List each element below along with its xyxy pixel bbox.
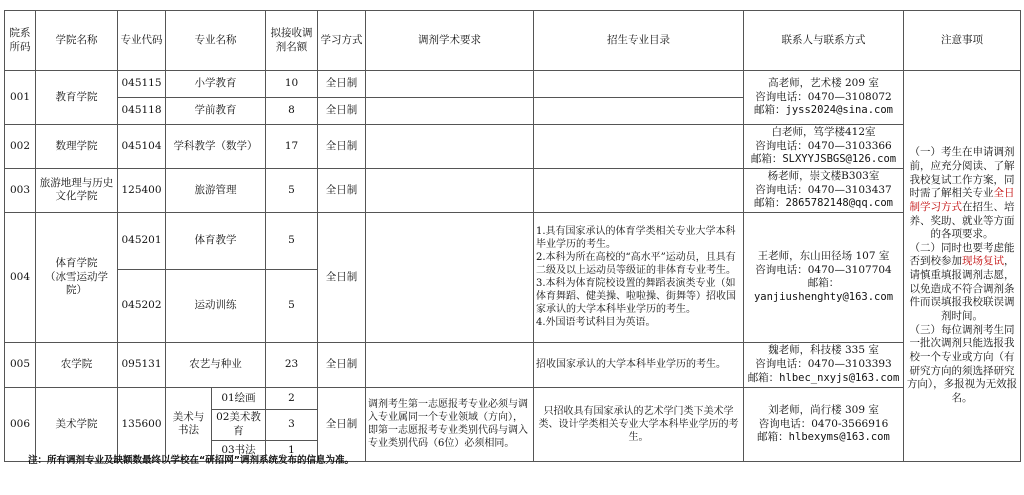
contact-info bbox=[744, 387, 904, 461]
study-mode: 全日制 bbox=[318, 125, 366, 169]
quota: 5 bbox=[266, 168, 318, 212]
contact-phone: 咨询电话：0470—3107704 bbox=[755, 263, 892, 276]
contact-person: 白老师，笃学楼412室 bbox=[771, 126, 876, 138]
header-major-code: 专业代码 bbox=[118, 11, 166, 71]
contact-person: 刘老师，尚行楼 309 室 bbox=[768, 403, 879, 416]
major-code: 045115 bbox=[118, 71, 166, 98]
contact-person: 魏老师，科技楼 335 室 bbox=[768, 344, 879, 357]
study-mode: 全日制 bbox=[318, 71, 366, 98]
major-name: 学前教育 bbox=[166, 98, 266, 125]
academic-req bbox=[366, 125, 534, 169]
notes-cell bbox=[904, 71, 1021, 462]
major-code: 045202 bbox=[118, 269, 166, 342]
catalog bbox=[534, 71, 744, 98]
contact-info bbox=[744, 125, 904, 169]
footnote: 注：所有调剂专业及缺额数最终以学校在“研招网”调剂系统发布的信息为准。 bbox=[28, 455, 354, 466]
catalog: 只招收具有国家承认的艺术学门类下美术学类、设计学类相关专业大学本科毕业学历的考生。 bbox=[534, 387, 744, 461]
college-name: 旅游地理与历史文化学院 bbox=[36, 168, 118, 212]
study-mode: 全日制 bbox=[318, 387, 366, 461]
quota: 17 bbox=[266, 125, 318, 169]
major-name: 美术与书法 bbox=[166, 387, 212, 461]
catalog: 招收国家承认的大学本科毕业学历的考生。 bbox=[534, 342, 744, 387]
contact-email: 邮箱：jyss2024@sina.com bbox=[754, 104, 893, 117]
contact-phone: 咨询电话：0470—3103393 bbox=[755, 358, 892, 371]
major-name: 体育教学 bbox=[166, 212, 266, 269]
header-study-mode: 学习方式 bbox=[318, 11, 366, 71]
academic-req bbox=[366, 98, 534, 125]
major-name: 小学教育 bbox=[166, 71, 266, 98]
academic-req bbox=[366, 212, 534, 342]
college-name: 教育学院 bbox=[36, 71, 118, 125]
quota: 2 bbox=[266, 387, 318, 409]
major-code: 125400 bbox=[118, 168, 166, 212]
contact-info bbox=[744, 71, 904, 125]
contact-person: 高老师，艺术楼 209 室 bbox=[768, 77, 879, 90]
college-name: 体育学院 （冰雪运动学院） bbox=[36, 212, 118, 342]
major-code: 045104 bbox=[118, 125, 166, 169]
quota: 3 bbox=[266, 409, 318, 440]
major-code: 045118 bbox=[118, 98, 166, 125]
major-name: 旅游管理 bbox=[166, 168, 266, 212]
dept-code: 006 bbox=[5, 387, 36, 461]
quota: 5 bbox=[266, 269, 318, 342]
college-name: 美术学院 bbox=[36, 387, 118, 461]
major-name: 农艺与种业 bbox=[166, 342, 266, 387]
contact-email: 邮箱：hlbexyms@163.com bbox=[757, 431, 890, 444]
quota: 1 bbox=[266, 440, 318, 461]
sub-direction: 01绘画 bbox=[212, 387, 266, 409]
catalog bbox=[534, 98, 744, 125]
header-dept-code: 院系所码 bbox=[5, 11, 36, 71]
quota: 10 bbox=[266, 71, 318, 98]
major-name: 学科教学（数学） bbox=[166, 125, 266, 169]
dept-code: 005 bbox=[5, 342, 36, 387]
major-code: 095131 bbox=[118, 342, 166, 387]
header-major-name: 专业名称 bbox=[166, 11, 266, 71]
contact-person: 王老师，东山田径场 107 室 bbox=[757, 250, 890, 263]
academic-req: 调剂考生第一志愿报考专业必须与调入专业属同一个专业领域（方向），即第一志愿报考专业类别代码与调入专业类别代码（6位）必须相同。 bbox=[366, 387, 534, 461]
note-3: （三）每位调剂考生同一批次调剂只能选报我校一个专业或方向（有研究方向的须选择研究方向），多报视为无效报名。 bbox=[906, 323, 1018, 404]
dept-code: 003 bbox=[5, 168, 36, 212]
quota: 23 bbox=[266, 342, 318, 387]
catalog bbox=[534, 125, 744, 169]
dept-code: 001 bbox=[5, 71, 36, 125]
college-name: 农学院 bbox=[36, 342, 118, 387]
study-mode: 全日制 bbox=[318, 212, 366, 342]
catalog bbox=[534, 168, 744, 212]
table-row bbox=[5, 71, 1021, 98]
contact-info bbox=[744, 168, 904, 212]
header-contact: 联系人与联系方式 bbox=[744, 11, 904, 71]
note-1: （一）考生在申请调剂前，应充分阅读、了解我校复试工作方案，同时需了解相关专业全日制学习方式在招生、培养、奖助、就业等方面的各项要求。 bbox=[909, 146, 1015, 241]
catalog: 1.具有国家承认的体育学类相关专业大学本科毕业学历的考生。 2.本科为所在高校的“高水平”运动员，且具有二级及以上运动员等级证的非体育专业考生。 3.本科为体育院校设置的舞蹈表演类专业（如体育舞蹈、健美操、啦啦操、街舞等）招收国家承认的大学本科毕业学历的考生。 4.外国语考试科目为英语。 bbox=[534, 212, 744, 342]
major-name: 运动训练 bbox=[166, 269, 266, 342]
header-college: 学院名称 bbox=[36, 11, 118, 71]
header-row bbox=[5, 11, 1021, 71]
header-notes: 注意事项 bbox=[904, 11, 1021, 71]
quota: 8 bbox=[266, 98, 318, 125]
header-catalog: 招生专业目录 bbox=[534, 11, 744, 71]
sub-direction: 03书法 bbox=[212, 440, 266, 461]
contact-phone: 咨询电话：0470—3103366 bbox=[755, 139, 892, 152]
contact-person: 杨老师，崇文楼B303室 bbox=[767, 169, 880, 182]
table-row bbox=[5, 125, 1021, 169]
table-row bbox=[5, 168, 1021, 212]
contact-phone: 咨询电话：0470—3108072 bbox=[755, 90, 892, 103]
academic-req bbox=[366, 168, 534, 212]
contact-email: 邮箱：yanjiushenghty@163.com bbox=[753, 277, 894, 303]
sub-direction: 02美术教育 bbox=[212, 409, 266, 440]
table-row bbox=[5, 212, 1021, 269]
major-code: 135600 bbox=[118, 387, 166, 461]
header-academic-req: 调剂学术要求 bbox=[366, 11, 534, 71]
academic-req bbox=[366, 71, 534, 98]
contact-email: 邮箱：hlbec_nxyjs@163.com bbox=[747, 371, 900, 384]
adjustment-table bbox=[4, 10, 1021, 462]
dept-code: 002 bbox=[5, 125, 36, 169]
dept-code: 004 bbox=[5, 212, 36, 342]
contact-phone: 咨询电话：0470-3566916 bbox=[758, 417, 889, 430]
study-mode: 全日制 bbox=[318, 98, 366, 125]
quota: 5 bbox=[266, 212, 318, 269]
contact-info bbox=[744, 212, 904, 342]
contact-email: 邮箱：2865782148@qq.com bbox=[754, 197, 893, 210]
study-mode: 全日制 bbox=[318, 342, 366, 387]
header-quota: 拟接收调剂名额 bbox=[266, 11, 318, 71]
contact-phone: 咨询电话：0470—3103437 bbox=[755, 183, 892, 196]
major-code: 045201 bbox=[118, 212, 166, 269]
table-row bbox=[5, 342, 1021, 387]
note-2: （二）同时也要考虑能否到校参加现场复试，请慎重填报调剂志愿，以免造成不符合调剂条件而误填报我校联误调剂时间。 bbox=[909, 241, 1015, 323]
academic-req bbox=[366, 342, 534, 387]
college-name: 数理学院 bbox=[36, 125, 118, 169]
table-row bbox=[5, 387, 1021, 409]
contact-email: 邮箱：SLXYYJSBGS@126.com bbox=[750, 153, 897, 166]
study-mode: 全日制 bbox=[318, 168, 366, 212]
contact-info bbox=[744, 342, 904, 387]
